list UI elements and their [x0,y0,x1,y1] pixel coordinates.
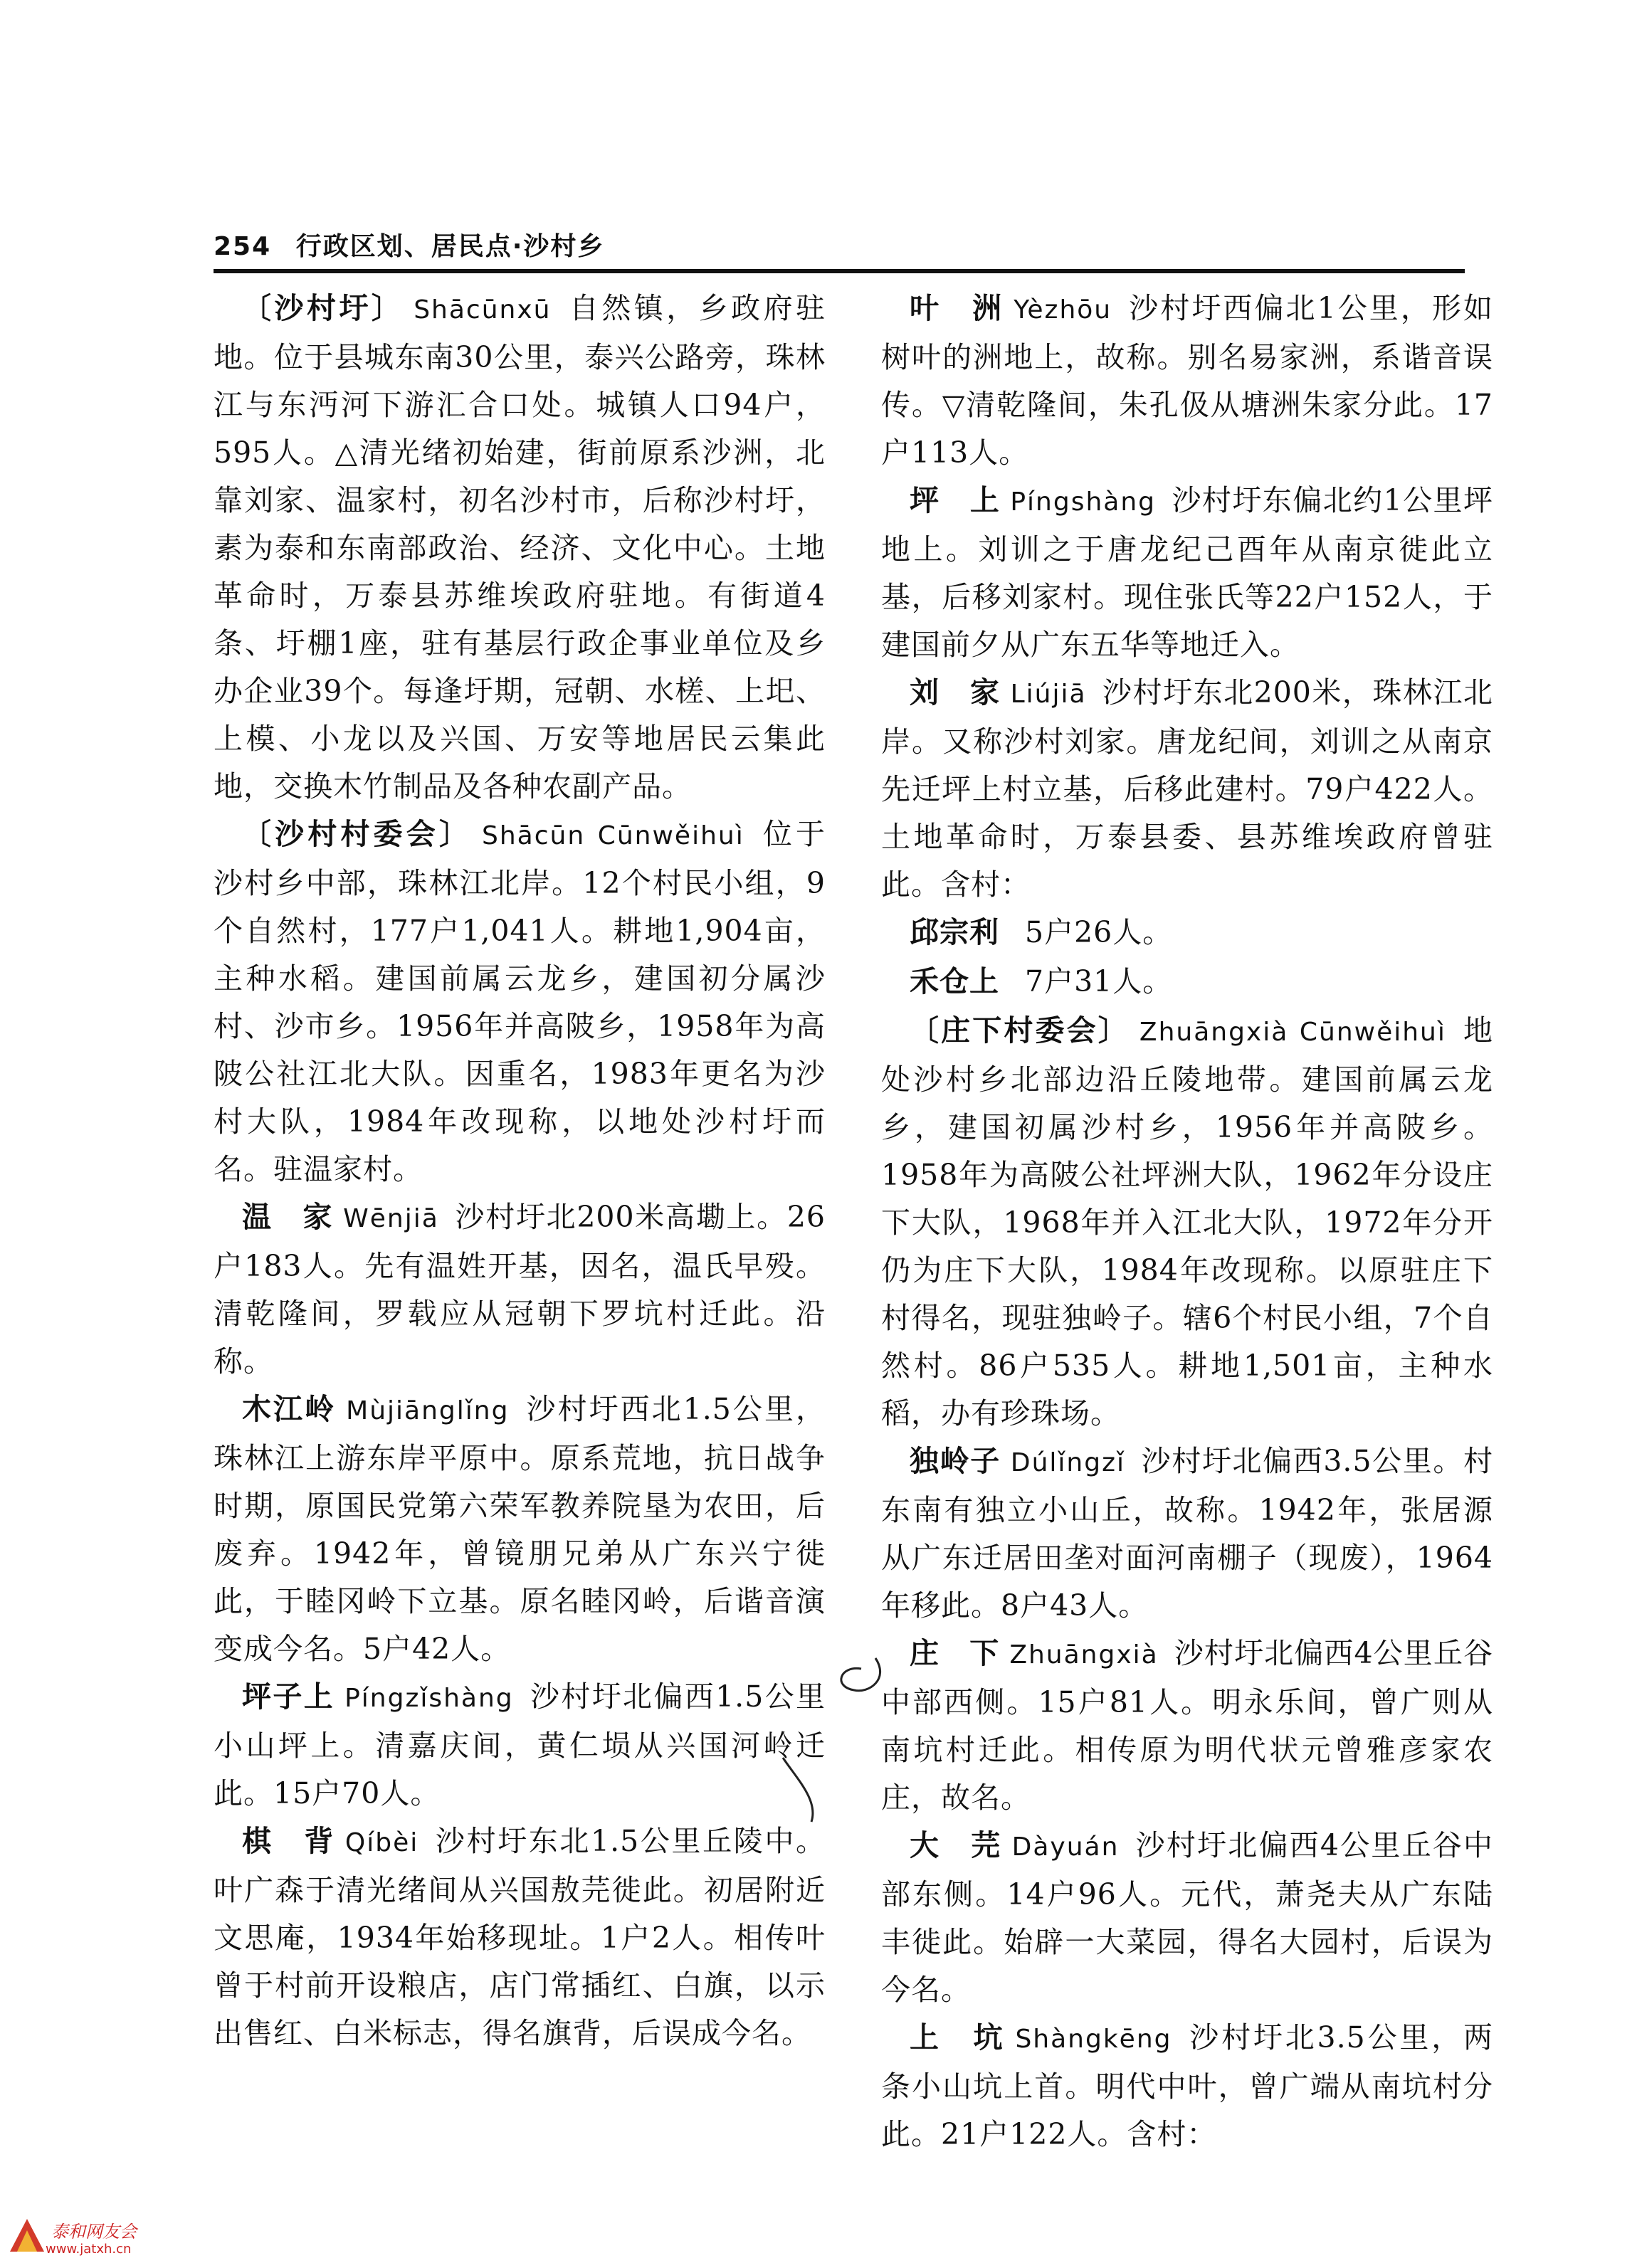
entry-text: 5户26人。 [1025,915,1173,949]
right-column [881,285,1493,2158]
entry-name: 独岭子 [910,1444,1001,1478]
entry-pinyin: Qíbèi [344,1828,419,1857]
entry-text: 沙村圩西北1.5公里，珠林江上游东岸平原中。原系荒地，抗日战争时期，原国民党第六荣军教养院垦为农田，后废弃。1942年，曾镜朋兄弟从广东兴宁徙此，于睦冈岭下立基。原名睦冈岭，后谐音演变成今名。5户42人。 [214,1392,826,1666]
entry-pinyin: Shācūnxū [414,295,552,325]
section-entry [881,1007,1493,1438]
village-entry [214,1193,826,1386]
entry-text: 沙村圩北200米高墈上。26户183人。先有温姓开基，因名，温氏早殁。清乾隆间，罗载应从冠朝下罗坑村迁此。沿称。 [214,1200,826,1378]
village-entry [214,1386,826,1673]
entry-text: 沙村圩东北1.5公里丘陵中。叶广森于清光绪间从兴国敖芫徙此。初居附近文思庵，1934年始移现址。1户2人。相传叶曾于村前开设粮店，店门常插红、白旗，以示出售红、白米标志，得名旗背，后误成今名。 [214,1824,826,2050]
entry-pinyin: Zhuāngxià [1009,1640,1159,1670]
entry-text: 沙村圩东北200米，珠林江北岸。又称沙村刘家。唐龙纪间，刘训之从南京先迁坪上村立基，后移此建村。79户422人。土地革命时，万泰县委、县苏维埃政府曾驻此。含村： [881,675,1493,902]
entry-text: 沙村圩西偏北1公里，形如树叶的洲地上，故称。别名易家洲，系谐音误传。▽清乾隆间，朱孔伋从塘洲朱家分此。17户113人。 [881,291,1493,470]
watermark-url: www.jatxh.cn [46,2242,132,2257]
entry-text: 沙村圩北偏西4公里丘谷中部西侧。15户81人。明永乐间，曾广则从南坑村迁此。相传原为明代状元曾雅彦家农庄，故名。 [881,1636,1493,1815]
entry-name: 坪 上 [910,483,1001,517]
entry-name: 〔沙村村委会〕 [242,817,472,851]
village-entry [881,2014,1493,2158]
page-number: 254 [214,232,272,261]
watermark-logo-icon [6,2215,48,2257]
village-entry [881,909,1493,958]
entry-name: 上 坑 [910,2020,1006,2055]
entry-pinyin: Dúlǐngzǐ [1010,1448,1125,1477]
entry-text: 沙村圩北3.5公里，两条小山坑上首。明代中叶，曾广端从南坑村分此。21户122人。含村： [881,2020,1494,2151]
entry-pinyin: Píngzǐshàng [344,1684,514,1713]
entry-name: 〔沙村圩〕 [242,291,404,325]
entry-pinyin: Liújiā [1010,680,1087,709]
watermark-name: 泰和网友会 [51,2222,137,2242]
entry-pinyin: Shācūn Cūnwěihuì [481,821,744,850]
entry-name: 坪子上 [242,1679,335,1714]
header-rule [214,269,1465,273]
entry-text: 地处沙村乡北部边沿丘陵地带。建国前属云龙乡，建国初属沙村乡，1956年并高陂乡。1958年为高陂公社坪洲大队，1962年分设庄下大队，1968年并入江北大队，1972年分开仍为庄下大队，1984年改现称。以原驻庄下村得名，现驻独岭子。辖6个村民小组，7个自然村。86户535人。耕地1,501亩，主种水稻，办有珍珠场。 [881,1013,1494,1430]
entry-text: 自然镇，乡政府驻地。位于县城东南30公里，泰兴公路旁，珠林江与东沔河下游汇合口处。城镇人口94户，595人。△清光绪初始建，街前原系沙洲，北靠刘家、温家村，初名沙村市，后称沙村圩，素为泰和东南部政治、经济、文化中心。土地革命时，万泰县苏维埃政府驻地。有街道4条、圩棚1座，驻有基层行政企事业单位及乡办企业39个。每逢圩期，冠朝、水槎、上圯、上模、小龙以及兴国、万安等地居民云集此地，交换木竹制品及各种农副产品。 [214,291,826,803]
left-column [214,285,826,2057]
entry-text: 沙村圩北偏西3.5公里。村东南有独立小山丘，故称。1942年，张居源从广东迁居田垄对面河南棚子（现废），1964年移此。8户43人。 [881,1444,1494,1623]
entry-name: 庄 下 [910,1636,1000,1670]
entry-text: 沙村圩北偏西1.5公里小山坪上。清嘉庆间，黄仁埙从兴国河岭迁此。15户70人。 [214,1679,826,1810]
entry-name: 禾仓上 [910,964,999,998]
section-entry [214,285,826,811]
section-entry [214,811,826,1193]
entry-pinyin: Zhuāngxià Cūnwěihuì [1139,1018,1446,1047]
site-watermark [6,2215,169,2262]
entry-text: 位于沙村乡中部，珠林江北岸。12个村民小组，9个自然村，177户1,041人。耕地1,904亩，主种水稻。建国前属云龙乡，建国初分属沙村、沙市乡。1956年并高陂乡，1958年为高陂公社江北大队。因重名，1983年更名为沙村大队，1984年改现称，以地处沙村圩而名。驻温家村。 [214,817,826,1186]
running-title: 行政区划、居民点·沙村乡 [295,232,605,261]
entry-name: 温 家 [242,1200,334,1234]
entry-pinyin: Shàngkēng [1015,2025,1172,2054]
entry-text: 沙村圩东偏北约1公里坪地上。刘训之于唐龙纪己酉年从南京徙此立基，后移刘家村。现住张氏等22户152人，于建国前夕从广东五华等地迁入。 [881,483,1494,662]
entry-name: 邱宗利 [910,915,999,949]
entry-pinyin: Mùjiānglǐng [346,1396,510,1425]
entry-name: 叶 洲 [910,291,1004,325]
handwritten-mark [769,1651,897,1836]
village-entry [881,958,1493,1007]
village-entry [214,1818,826,2057]
entry-text: 沙村圩北偏西4公里丘谷中部东侧。14户96人。元代，萧尧夫从广东陆丰徙此。始辟一大菜园，得名大园村，后误为今名。 [881,1828,1493,2007]
entry-pinyin: Dàyuán [1011,1832,1120,1862]
village-entry [881,285,1493,477]
entry-text: 7户31人。 [1025,964,1173,998]
entry-name: 刘 家 [910,675,1001,710]
village-entry [881,1630,1493,1822]
village-entry [881,1438,1493,1630]
entry-pinyin: Yèzhōu [1014,295,1112,325]
village-entry [214,1673,826,1818]
entry-name: 〔庄下村委会〕 [910,1013,1130,1048]
village-entry [881,477,1493,669]
entry-pinyin: Píngshàng [1010,487,1157,517]
entry-name: 棋 背 [242,1824,335,1858]
entry-name: 大 芫 [910,1828,1002,1862]
entry-pinyin: Wēnjiā [343,1204,439,1233]
village-entry [881,669,1493,909]
page-header [214,226,1459,263]
entry-name: 木江岭 [242,1392,337,1426]
village-entry [881,1822,1493,2014]
